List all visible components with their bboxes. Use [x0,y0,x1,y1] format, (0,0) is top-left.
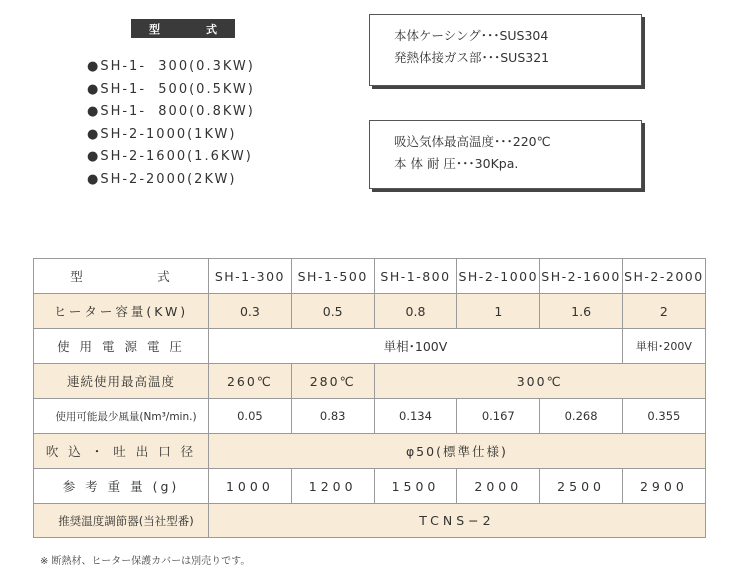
airflow-value: 0.83 [291,399,374,434]
temp-value: 280℃ [291,364,374,399]
temp-value-shared: 300℃ [374,364,705,399]
model-item: ●SH-1- 300(0.3KW) [87,59,255,74]
airflow-label: 使用可能最少風量(Nm³/min.) [34,399,209,434]
table-row-weight [34,469,706,504]
rating-spec-box [369,120,642,189]
airflow-value: 0.05 [209,399,292,434]
heater-label: ヒーター容量(KW) [34,294,209,329]
model-cell: SH-2-1000 [457,259,540,294]
model-cell: SH-2-1600 [540,259,623,294]
weight-value: 2000 [457,469,540,504]
model-item: ●SH-1- 800(0.8KW) [87,104,255,120]
model-cell: SH-1-300 [209,259,292,294]
type-badge-left: 型 [149,22,160,36]
airflow-value: 0.167 [457,399,540,434]
model-list [87,56,255,192]
power-label: 使 用 電 源 電 圧 [34,329,209,364]
table-row-heater [34,294,706,329]
model-cell: SH-2-2000 [622,259,705,294]
model-item: ●SH-2-2000(2KW) [87,171,237,187]
table-row-port [34,434,706,469]
table-row-airflow [34,399,706,434]
model-item: ●SH-2-1000(1KW) [87,126,237,142]
type-badge-right: 式 [206,22,217,36]
port-value: φ50(標準仕様) [209,434,706,469]
heater-material: 発熱体接ガス部･･･SUS321 [394,50,550,65]
controller-label: 推奨温度調節器(当社型番) [34,504,209,538]
model-item: ●SH-2-1600(1.6KW) [87,149,253,165]
material-spec-box [369,14,642,86]
heater-value: 0.8 [374,294,457,329]
weight-value: 1500 [374,469,457,504]
spec-table [33,258,706,538]
heater-value: 2 [622,294,705,329]
weight-value: 1200 [291,469,374,504]
heater-value: 1.6 [540,294,623,329]
table-row-power [34,329,706,364]
table-row-controller [34,504,706,538]
heater-value: 0.3 [209,294,292,329]
heater-value: 1 [457,294,540,329]
weight-value: 2900 [622,469,705,504]
temp-value: 260℃ [209,364,292,399]
heater-value: 0.5 [291,294,374,329]
model-cell: SH-1-800 [374,259,457,294]
weight-value: 1000 [209,469,292,504]
casing-material: 本体ケーシング･･･SUS304 [394,28,549,43]
model-cell: SH-1-500 [291,259,374,294]
power-value-last: 単相･200V [622,329,705,364]
max-intake-temp: 吸込気体最高温度･･･220℃ [394,134,551,149]
header-label: 型 式 [34,259,209,294]
table-row-header [34,259,706,294]
airflow-value: 0.355 [622,399,705,434]
model-item: ●SH-1- 500(0.5KW) [87,81,255,97]
weight-label: 参 考 重 量 (g) [34,469,209,504]
body-pressure: 本 体 耐 圧･･･30Kpa. [394,156,519,171]
temp-label: 連続使用最高温度 [34,364,209,399]
weight-value: 2500 [540,469,623,504]
table-row-temp [34,364,706,399]
airflow-value: 0.134 [374,399,457,434]
airflow-value: 0.268 [540,399,623,434]
footnote: ※ 断熱材、ヒーター保護カバーは別売りです。 [40,556,251,567]
type-badge [131,19,235,38]
power-value-main: 単相･100V [209,329,623,364]
port-label: 吹 込 ・ 吐 出 口 径 [34,434,209,469]
controller-value: TCNS−2 [209,504,706,538]
